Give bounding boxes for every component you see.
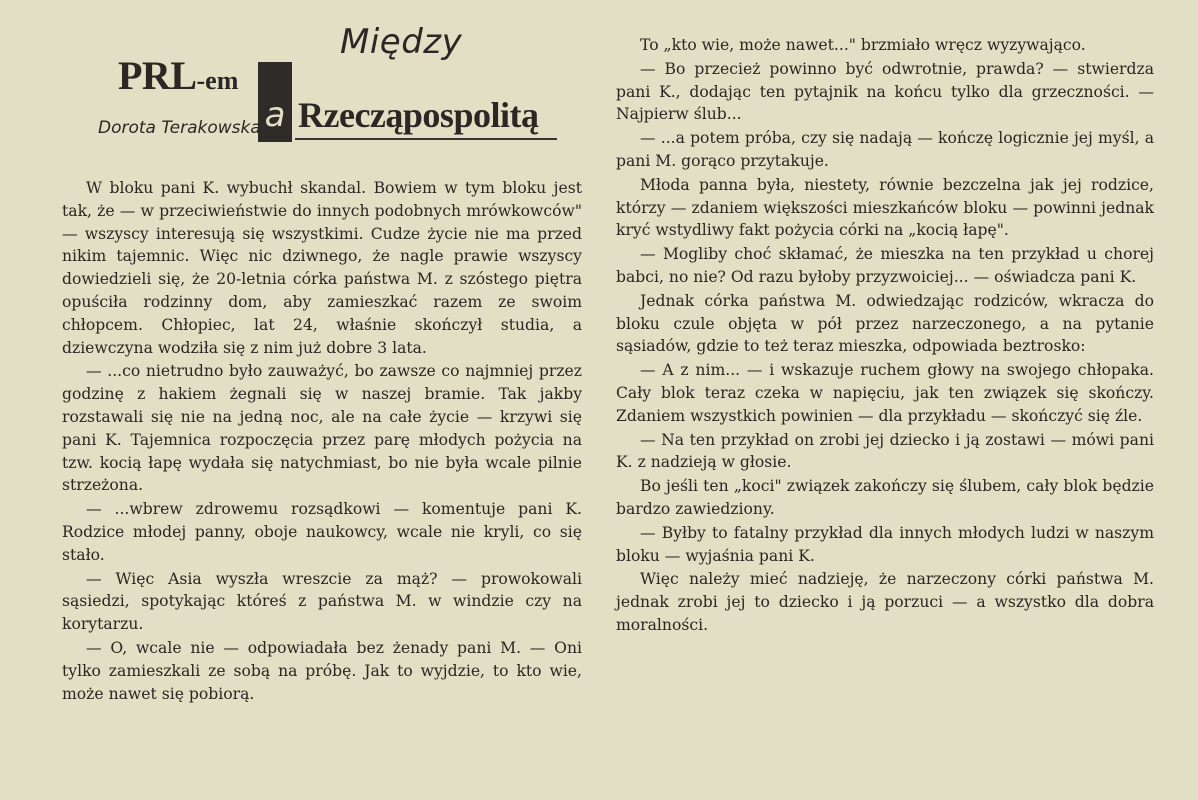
paragraph: To „kto wie, może nawet..." brzmiało wręcz wyzywająco. xyxy=(640,36,1086,54)
paragraph: — ...a potem próba, czy się nadają — kończę logicznie jej myśl, a pani M. gorąco przytakuje. xyxy=(616,129,1154,170)
headline-word-miedzy: Między xyxy=(340,22,463,62)
paragraph: Więc należy mieć nadzieję, że narzeczony córki państwa M. jednak zrobi jej to dziecko i ją porzuci — a wszystko dla dobra moralności. xyxy=(616,570,1154,634)
paragraph: — ...co nietrudno było zauważyć, bo zawsze co najmniej przez godzinę z hakiem żegnali się w naszej bramie. Tak jakby rozstawali się nie na jedną noc, ale na całe życie — krzywi się pani K. Tajemnica rozpoczęcia przez parę młodych pożycia na tzw. kocią łapę wydała się natychmiast, bo nie była wcale pilnie strzeżona. xyxy=(62,362,582,495)
headline-underline xyxy=(295,138,557,140)
headline-word-em: -em xyxy=(196,66,239,95)
article-headline xyxy=(90,14,560,144)
headline-word-prl: PRL xyxy=(118,53,197,98)
article-column-right xyxy=(616,34,1154,637)
headline-word-a: a xyxy=(264,95,286,135)
paragraph: — Mogliby choć skłamać, że mieszka na ten przykład u chorej babci, no nie? Od razu byłoby przyzwoiciej... — oświadcza pani K. xyxy=(616,245,1154,286)
paragraph: — Bo przecież powinno być odwrotnie, prawda? — stwierdza pani K., dodając ten pytajnik na końcu tylko dla grzeczności. — Najpierw ślub... xyxy=(616,59,1154,124)
paragraph: W bloku pani K. wybuchł skandal. Bowiem w tym bloku jest tak, że — w przeciwieństwie do innych podobnych mrówkowców" — wszyscy interesują się wszystkimi. Cudze życie nie ma przed nikim tajemnic. Więc nic dziwnego, że nagle prawie wszyscy dowiedzieli się, że 20-letnia córka państwa M. z szóstego piętra opuściła rodzinny dom, aby zamieszkać razem ze swoim chłopcem. Chłopiec, lat 24, właśnie skończył studia, a dziewczyna wodziła się z nim już dobre 3 lata. xyxy=(62,179,582,357)
paragraph: — Na ten przykład on zrobi jej dziecko i ją zostawi — mówi pani K. z nadzieją w głosie. xyxy=(616,430,1154,472)
paragraph: — ...wbrew zdrowemu rozsądkowi — komentuje pani K. Rodzice młodej panny, oboje naukowcy, wcale nie kryli, co się stało. xyxy=(62,500,582,564)
author-byline: Dorota Terakowska xyxy=(98,118,261,138)
paragraph: Jednak córka państwa M. odwiedzając rodziców, wkracza do bloku czule objęta w pół przez narzeczonego, a na pytanie sąsiadów, gdzie to też teraz mieszka, odpowiada beztrosko: xyxy=(616,291,1154,356)
paragraph: Bo jeśli ten „koci" związek zakończy się ślubem, cały blok będzie bardzo zawiedziony. xyxy=(616,477,1154,518)
headline-word-rzeczpospolita: Rzecząpospolitą xyxy=(298,95,539,135)
paragraph: — A z nim... — i wskazuje ruchem głowy na swojego chłopaka. Cały blok teraz czeka w napięciu, jak ten związek się skończy. Zdaniem wszystkich powinien — dla przykładu — skończyć się źle. xyxy=(616,361,1154,425)
paragraph: — O, wcale nie — odpowiadała bez żenady pani M. — Oni tylko zamieszkali ze sobą na próbę. Jak to wyjdzie, to kto wie, może nawet się pobiorą. xyxy=(62,638,582,703)
paragraph: — Byłby to fatalny przykład dla innych młodych ludzi w naszym bloku — wyjaśnia pani K. xyxy=(616,523,1154,565)
paragraph: — Więc Asia wyszła wreszcie za mąż? — prowokowali sąsiedzi, spotykając któreś z państwa M. w windzie czy na korytarzu. xyxy=(62,569,582,634)
headline-prl xyxy=(118,52,238,99)
article-column-left xyxy=(62,177,582,705)
paragraph: Młoda panna była, niestety, równie bezczelna jak jej rodzice, którzy — zdaniem większości mieszkańców bloku — powinni jednak kryć wstydliwy fakt pożycia córki na „kocią łapę". xyxy=(616,175,1154,240)
